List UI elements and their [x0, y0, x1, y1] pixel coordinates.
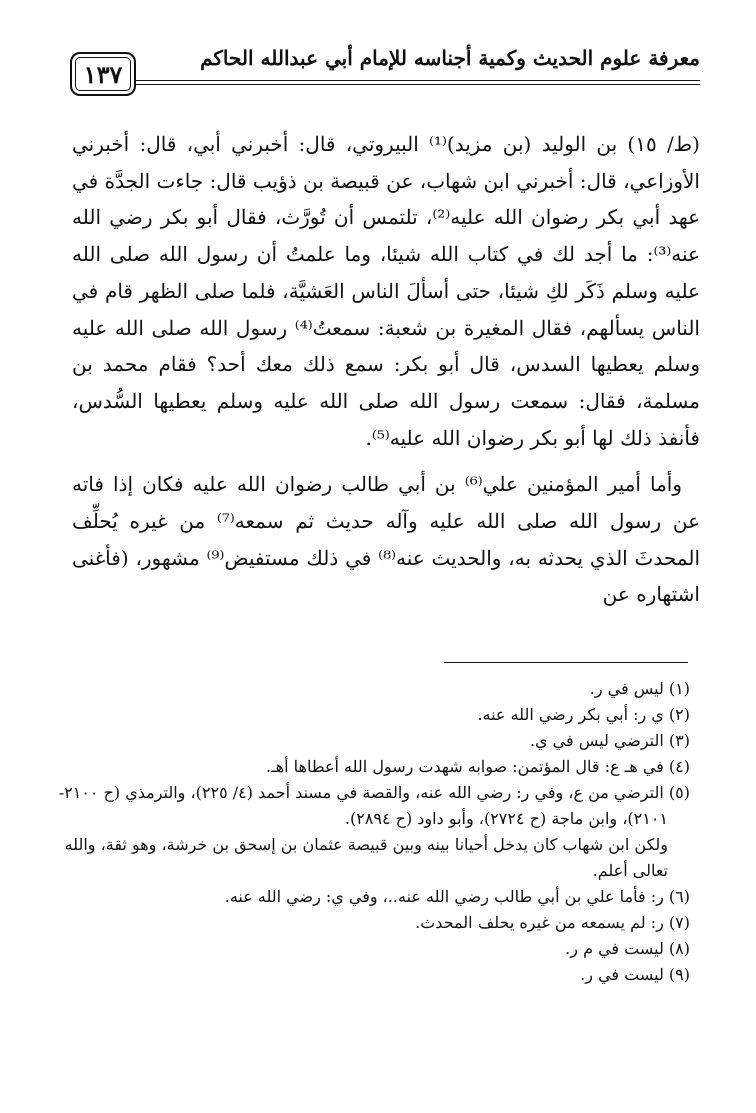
footnote-9: (٩) ليست في ر.	[580, 965, 690, 984]
header-rule-thin	[134, 84, 700, 85]
page-header	[70, 38, 700, 108]
footnote-8: (٨) ليست في م ر.	[565, 939, 690, 958]
footnote-2: (٢) ي ر: أبي بكر رضي الله عنه.	[477, 705, 690, 724]
paragraph-2: وأما أمير المؤمنين علي⁽⁶⁾ بن أبي طالب رضوان الله عليه فكان إذا فاته عن رسول الله صلى الله عليه وآله حديث ثم سمعه⁽⁷⁾ من غيره يُحلِّف المحدثَ الذي يحدثه به، والحديث عنه⁽⁸⁾ في ذلك مستفيض⁽⁹⁾ مشهور، (فأغنى اشتهاره عن	[72, 472, 700, 607]
footnote-1: (١) ليس في ر.	[589, 679, 690, 698]
footnotes	[50, 676, 690, 988]
footnote-3: (٣) الترضي ليس في ي.	[529, 731, 690, 750]
footnote-5-continuation: ولكن ابن شهاب كان يدخل أحيانا بينه وبين قبيصة عثمان بن إسحق بن خرشة، وهو ثقة، والله تعالى أعلم.	[64, 835, 668, 880]
footnote-separator	[444, 662, 688, 663]
footnote-7: (٧) ر: لم يسمعه من غيره يحلف المحدث.	[415, 913, 690, 932]
footnote-6: (٦) ر: فأما علي بن أبي طالب رضي الله عنه..، وفي ي: رضي الله عنه.	[224, 887, 690, 906]
header-rule	[134, 80, 700, 81]
main-text	[72, 126, 700, 613]
paragraph-1: (ط/ ١٥) بن الوليد (بن مزيد)⁽¹⁾ البيروتي، قال: أخبرني أبي، قال: أخبرني الأوزاعي، قال: أخبرني ابن شهاب، عن قبيصة بن ذؤيب قال: جاءت الجدَّة في عهد أبي بكر رضوان الله عليه⁽²⁾، تلتمس أن تُورَّث، فقال أبو بكر رضي الله عنه⁽³⁾: ما أجد لك في كتاب الله شيئا، وما علمتُ أن رسول الله صلى الله عليه وسلم ذَكَر لكِ شيئا، حتى أسألَ الناس العَشيَّة، فلما صلى الظهر قام في الناس يسألهم، فقال المغيرة بن شعبة: سمعتُ⁽⁴⁾ رسول الله صلى الله عليه وسلم يعطيها السدس، قال أبو بكر: سمع ذلك معك أحد؟ فقام محمد بن مسلمة، فقال: سمعت رسول الله صلى الله عليه وسلم يعطيها السُّدس، فأنفذ ذلك لها أبو بكر رضوان الله عليه⁽⁵⁾.	[72, 132, 701, 450]
running-title: معرفة علوم الحديث وكمية أجناسه للإمام أبي عبدالله الحاكم	[200, 46, 700, 70]
page-number-box	[70, 52, 136, 96]
page-number: ١٣٧	[83, 59, 123, 89]
footnote-4: (٤) في هـ ع: قال المؤتمن: صوابه شهدت رسول الله أعطاها أهـ.	[265, 757, 690, 776]
footnote-5: (٥) الترضي من ع، وفي ر: رضي الله عنه، والقصة في مسند أحمد (٤/ ٢٢٥)، والترمذي (ح ٢١٠٠- ٢١٠١)، وابن ماجة (ح ٢٧٢٤)، وأبو داود (ح ٢٨٩٤).	[58, 783, 690, 828]
